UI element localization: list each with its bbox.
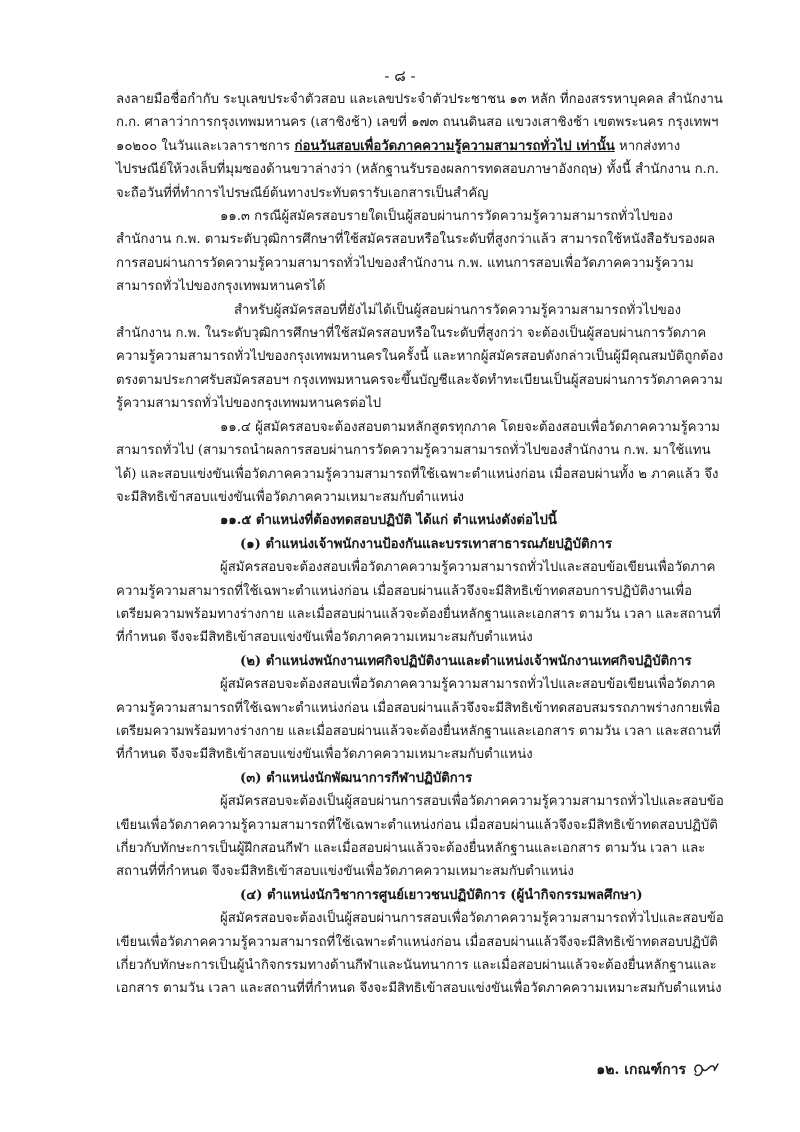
item-body-4: ผู้สมัครสอบจะต้องเป็นผู้สอบผ่านการสอบเพื่อวัดภาคความรู้ความสามารถทั่วไปและสอบข้อเขียนเพื่อวัดภาคความรู้ความสามารถที่ใช้เฉพาะตำแหน่งก่อน เมื่อสอบผ่านแล้วจึงจะมีสิทธิเข้าทดสอบปฏิบัติเกี่ยวกับทักษะการเป็นผู้นำกิจกรรมทางด้านกีฬาและนันทนาการ และเมื่อสอบผ่านแล้วจะต้องยื่นหลักฐานและเอกสาร ตามวัน เวลา และสถานที่ที่กำหนด จึงจะมีสิทธิเข้าสอบแข่งขันเพื่อวัดภาคความเหมาะสมกับตำแหน่ง: [116, 911, 724, 997]
continuation-footer: [596, 1058, 720, 1082]
paragraph-11-4: ๑๑.๔ ผู้สมัครสอบจะต้องสอบตามหลักสูตรทุกภาค โดยจะต้องสอบเพื่อวัดภาคความรู้ความสามารถทั่วไป (สามารถนำผลการสอบผ่านการวัดความรู้ความสามารถทั่วไปของสำนักงาน ก.พ. มาใช้แทนได้) และสอบแข่งขันเพื่อวัดภาคความรู้ความสามารถที่ใช้เฉพาะตำแหน่งก่อน เมื่อสอบผ่านทั้ง ๒ ภาคแล้ว จึงจะมีสิทธิเข้าสอบแข่งขันเพื่อวัดภาคความเหมาะสมกับตำแหน่ง: [116, 419, 720, 505]
paragraph-text: หากส่งทางไปรษณีย์ให้วงเล็บที่มุมซองด้านขวาล่างว่า (หลักฐานรับรองผลการทดสอบภาษาอังกฤษ) ทั้งนี้ สำนักงาน ก.ก. จะถือวันที่ที่ทำการไปรษณีย์ต้นทางประทับตรารับเอกสารเป็นสำคัญ: [116, 138, 719, 201]
paragraph-submission: [116, 88, 726, 205]
item-body-2: ผู้สมัครสอบจะต้องสอบเพื่อวัดภาคความรู้ความสามารถทั่วไปและสอบข้อเขียนเพื่อวัดภาคความรู้ความสามารถที่ใช้เฉพาะตำแหน่งก่อน เมื่อสอบผ่านแล้วจึงจะมีสิทธิเข้าทดสอบสมรรถภาพร่างกายเพื่อเตรียมความพร้อมทางร่างกาย และเมื่อสอบผ่านแล้วจะต้องยื่นหลักฐานและเอกสาร ตามวัน เวลา และสถานที่ที่กำหนด จึงจะมีสิทธิเข้าสอบแข่งขันเพื่อวัดภาคความเหมาะสมกับตำแหน่ง: [116, 677, 721, 763]
section-heading-11-5: ๑๑.๕ ตำแหน่งที่ต้องทดสอบปฏิบัติ ได้แก่ ตำแหน่งดังต่อไปนี้: [220, 513, 557, 529]
paragraph-11-3-continued: สำหรับผู้สมัครสอบที่ยังไม่ได้เป็นผู้สอบผ่านการวัดความรู้ความสามารถทั่วไปของสำนักงาน ก.พ. ในระดับวุฒิการศึกษาที่ใช้สมัครสอบหรือในระดับที่สูงกว่า จะต้องเป็นผู้สอบผ่านการวัดภาคความรู้ความสามารถทั่วไปของกรุงเทพมหานครในครั้งนี้ และหากผู้สมัครสอบดังกล่าวเป็นผู้มีคุณสมบัติถูกต้องตรงตามประกาศรับสมัครสอบฯ กรุงเทพมหานครจะขึ้นบัญชีและจัดทำทะเบียนเป็นผู้สอบผ่านการวัดภาคความรู้ความสามารถทั่วไปของกรุงเทพมหานครต่อไป: [116, 302, 724, 412]
item-title-4: (๔) ตำแหน่งนักวิชาการศูนย์เยาวชนปฏิบัติการ (ผู้นำกิจกรรมพลศึกษา): [240, 887, 643, 903]
emphasis-deadline: ก่อนวันสอบเพื่อวัดภาคความรู้ความสามารถทั่วไป เท่านั้น: [294, 138, 615, 154]
document-body: [116, 88, 726, 1001]
item-title-1: (๑) ตำแหน่งเจ้าพนักงานป้องกันและบรรเทาสาธารณภัยปฏิบัติการ: [240, 536, 613, 552]
paragraph-text: ลงลายมือชื่อกำกับ ระบุเลขประจำตัวสอบ และเลขประจำตัวประชาชน ๑๓ หลัก ที่กองสรรหาบุคคล สำนักงาน ก.ก. ศาลาว่าการกรุงเทพมหานคร (เสาชิงช้า) เลขที่ ๑๗๓ ถนนดินสอ แขวงเสาชิงช้า เขตพระนคร กรุงเทพฯ ๑๐๒๐๐ ในวันและเวลาราชการ: [116, 92, 723, 154]
item-body-3: ผู้สมัครสอบจะต้องเป็นผู้สอบผ่านการสอบเพื่อวัดภาคความรู้ความสามารถทั่วไปและสอบข้อเขียนเพื่อวัดภาคความรู้ความสามารถที่ใช้เฉพาะตำแหน่งก่อน เมื่อสอบผ่านแล้วจึงจะมีสิทธิเข้าทดสอบปฏิบัติเกี่ยวกับทักษะการเป็นผู้ฝึกสอนกีฬา และเมื่อสอบผ่านแล้วจะต้องยื่นหลักฐานและเอกสาร ตามวัน เวลา และสถานที่ที่กำหนด จึงจะมีสิทธิเข้าสอบแข่งขันเพื่อวัดภาคความเหมาะสมกับตำแหน่ง: [116, 794, 724, 880]
item-title-2: (๒) ตำแหน่งพนักงานเทศกิจปฏิบัติงานและตำแหน่งเจ้าพนักงานเทศกิจปฏิบัติการ: [240, 653, 692, 669]
paragraph-11-3: ๑๑.๓ กรณีผู้สมัครสอบรายใดเป็นผู้สอบผ่านการวัดความรู้ความสามารถทั่วไปของสำนักงาน ก.พ. ตามระดับวุฒิการศึกษาที่ใช้สมัครสอบหรือในระดับที่สูงกว่าแล้ว สามารถใช้หนังสือรับรองผลการสอบผ่านการวัดความรู้ความสามารถทั่วไปของสำนักงาน ก.พ. แทนการสอบเพื่อวัดภาคความรู้ความสามารถทั่วไปของกรุงเทพมหานครได้: [116, 209, 716, 295]
page-number: - ๘ -: [384, 67, 416, 85]
item-body-1: ผู้สมัครสอบจะต้องสอบเพื่อวัดภาคความรู้ความสามารถทั่วไปและสอบข้อเขียนเพื่อวัดภาคความรู้ความสามารถที่ใช้เฉพาะตำแหน่งก่อน เมื่อสอบผ่านแล้วจึงจะมีสิทธิเข้าทดสอบการปฏิบัติงานเพื่อเตรียมความพร้อมทางร่างกาย และเมื่อสอบผ่านแล้วจะต้องยื่นหลักฐานและเอกสาร ตามวัน เวลา และสถานที่ที่กำหนด จึงจะมีสิทธิเข้าสอบแข่งขันเพื่อวัดภาคความเหมาะสมกับตำแหน่ง: [116, 560, 721, 646]
initials-signature-icon: [690, 1058, 720, 1082]
item-title-3: (๓) ตำแหน่งนักพัฒนาการกีฬาปฏิบัติการ: [240, 770, 473, 786]
next-section-label: ๑๒. เกณฑ์การ: [596, 1062, 686, 1078]
